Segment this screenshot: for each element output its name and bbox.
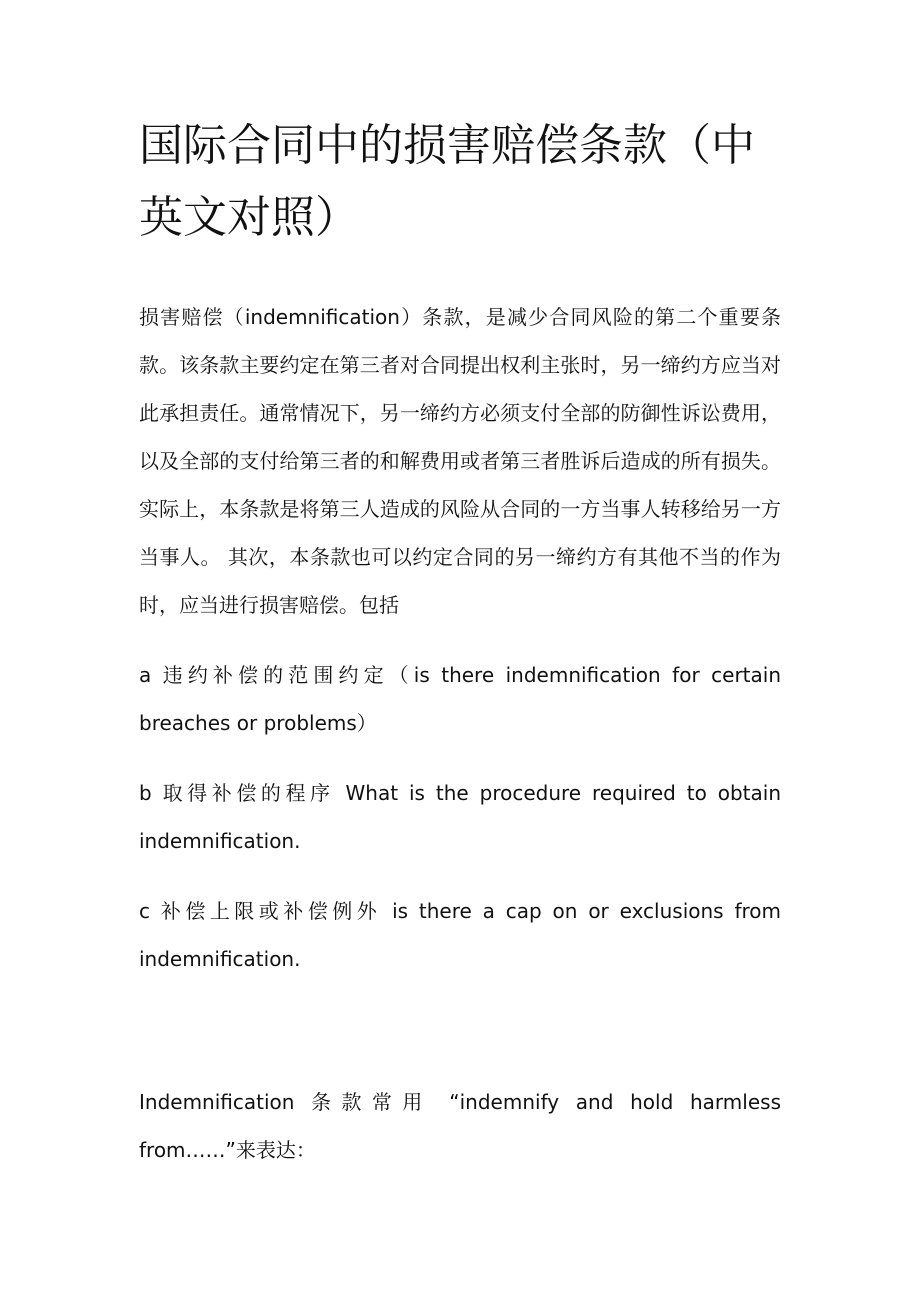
item-b-paragraph: b 取得补偿的程序 What is the procedure required to obtain indemnification.: [139, 781, 781, 853]
document-title: 国际合同中的损害赔偿条款（中英文对照）: [139, 120, 755, 243]
item-a-paragraph: a 违约补偿的范围约定（is there indemnification for certain breaches or problems）: [139, 663, 781, 735]
paragraph-gap: [139, 1005, 781, 1078]
item-c-paragraph: c 补偿上限或补偿例外 is there a cap on or exclusions from indemnification.: [139, 899, 781, 971]
closing-paragraph: Indemnification 条款常用 “indemnify and hold harmless from……”来表达：: [139, 1090, 781, 1162]
document-page: [139, 110, 781, 1196]
intro-paragraph: 损害赔偿（indemnification）条款，是减少合同风险的第二个重要条款。该条款主要约定在第三者对合同提出权利主张时，另一缔约方应当对此承担责任。通常情况下，另一缔约方必须支付全部的防御性诉讼费用，以及全部的支付给第三者的和解费用或者第三者胜诉后造成的所有损失。实际上，本条款是将第三人造成的风险从合同的一方当事人转移给另一方当事人。 其次，本条款也可以约定合同的另一缔约方有其他不当的作为时，应当进行损害赔偿。包括: [139, 305, 781, 617]
